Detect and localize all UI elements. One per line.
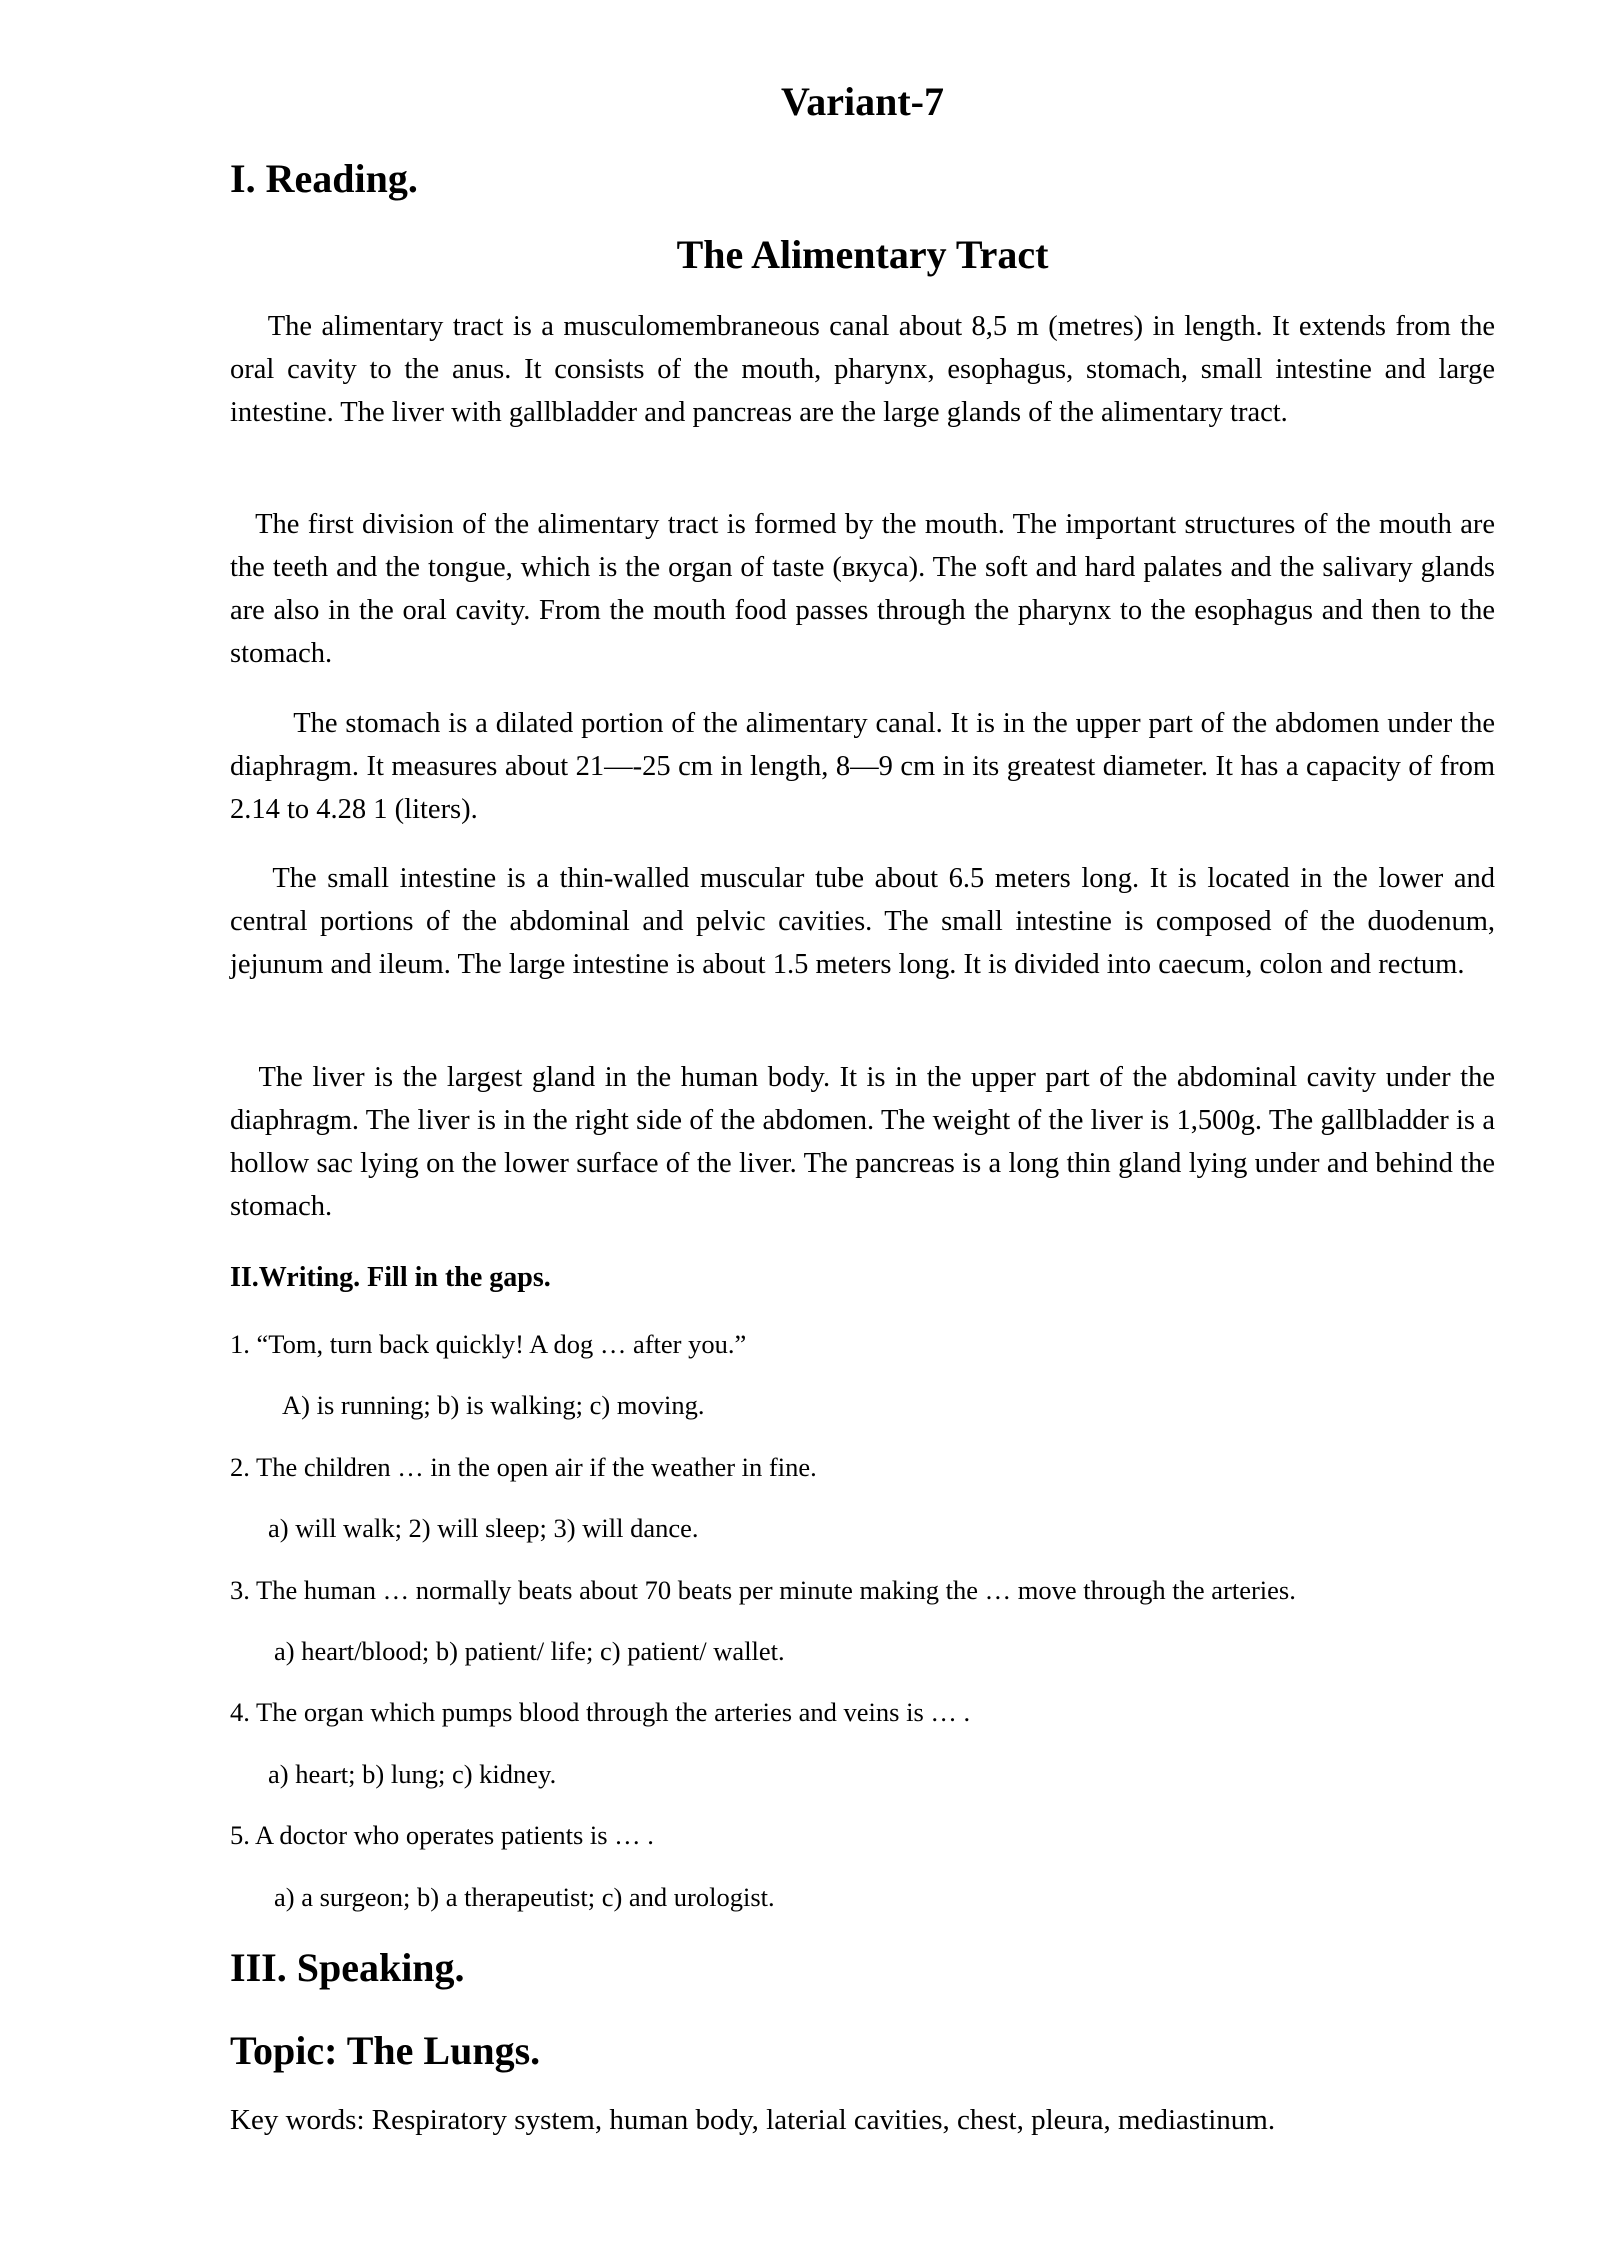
writing-heading: II.Writing. Fill in the gaps. [230,1262,551,1293]
question-3: 3. The human … normally beats about 70 beats per minute making the … move through the arteries. [230,1575,1296,1605]
options-5: a) a surgeon; b) a therapeutist; c) and urologist. [274,1882,775,1912]
options-2: a) will walk; 2) will sleep; 3) will dance. [268,1513,699,1543]
options-3: a) heart/blood; b) patient/ life; c) patient/ wallet. [274,1636,785,1666]
question-4: 4. The organ which pumps blood through the arteries and veins is … . [230,1697,971,1727]
variant-title: Variant-7 [781,79,944,124]
paragraph-stomach: The stomach is a dilated portion of the alimentary canal. It is in the upper part of the abdomen under the diaphragm. It measures about 21—-25 cm in length, 8—9 cm in its greatest diameter. It has a capacity of from 2.14 to 4.28 1 (liters). [230,708,1495,825]
paragraph-mouth: The first division of the alimentary tract is formed by the mouth. The important structures of the mouth are the teeth and the tongue, which is the organ of taste (вкуса). The soft and hard palates and the salivary glands are also in the oral cavity. From the mouth food passes through the pharynx to the esophagus and then to the stomach. [230,509,1495,669]
question-5: 5. A doctor who operates patients is … . [230,1820,654,1850]
options-1: A) is running; b) is walking; c) moving. [282,1390,705,1420]
topic-heading: Topic: The Lungs. [230,2028,541,2073]
speaking-heading: III. Speaking. [230,1945,465,1990]
paragraph-liver: The liver is the largest gland in the human body. It is in the upper part of the abdominal cavity under the diaphragm. The liver is in the right side of the abdomen. The weight of the liver is 1,500g. The gallbladder is a hollow sac lying on the lower surface of the liver. The pancreas is a long thin gland lying under and behind the stomach. [230,1062,1495,1222]
paragraph-intro: The alimentary tract is a musculomembraneous canal about 8,5 m (metres) in length. It extends from the oral cavity to the anus. It consists of the mouth, pharynx, esophagus, stomach, small intestine and large intestine. The liver with gallbladder and pancreas are the large glands of the alimentary tract. [230,311,1495,428]
reading-heading: I. Reading. [230,156,418,201]
question-2: 2. The children … in the open air if the weather in fine. [230,1452,817,1482]
question-1: 1. “Tom, turn back quickly! A dog … after you.” [230,1329,747,1359]
keywords: Key words: Respiratory system, human body, laterial cavities, chest, pleura, mediastinum. [230,2104,1276,2136]
paragraph-intestine: The small intestine is a thin-walled muscular tube about 6.5 meters long. It is located in the lower and central portions of the abdominal and pelvic cavities. The small intestine is composed of the duodenum, jejunum and ileum. The large intestine is about 1.5 meters long. It is divided into caecum, colon and rectum. [230,863,1495,980]
options-4: a) heart; b) lung; c) kidney. [268,1759,557,1789]
article-title: The Alimentary Tract [676,232,1049,277]
